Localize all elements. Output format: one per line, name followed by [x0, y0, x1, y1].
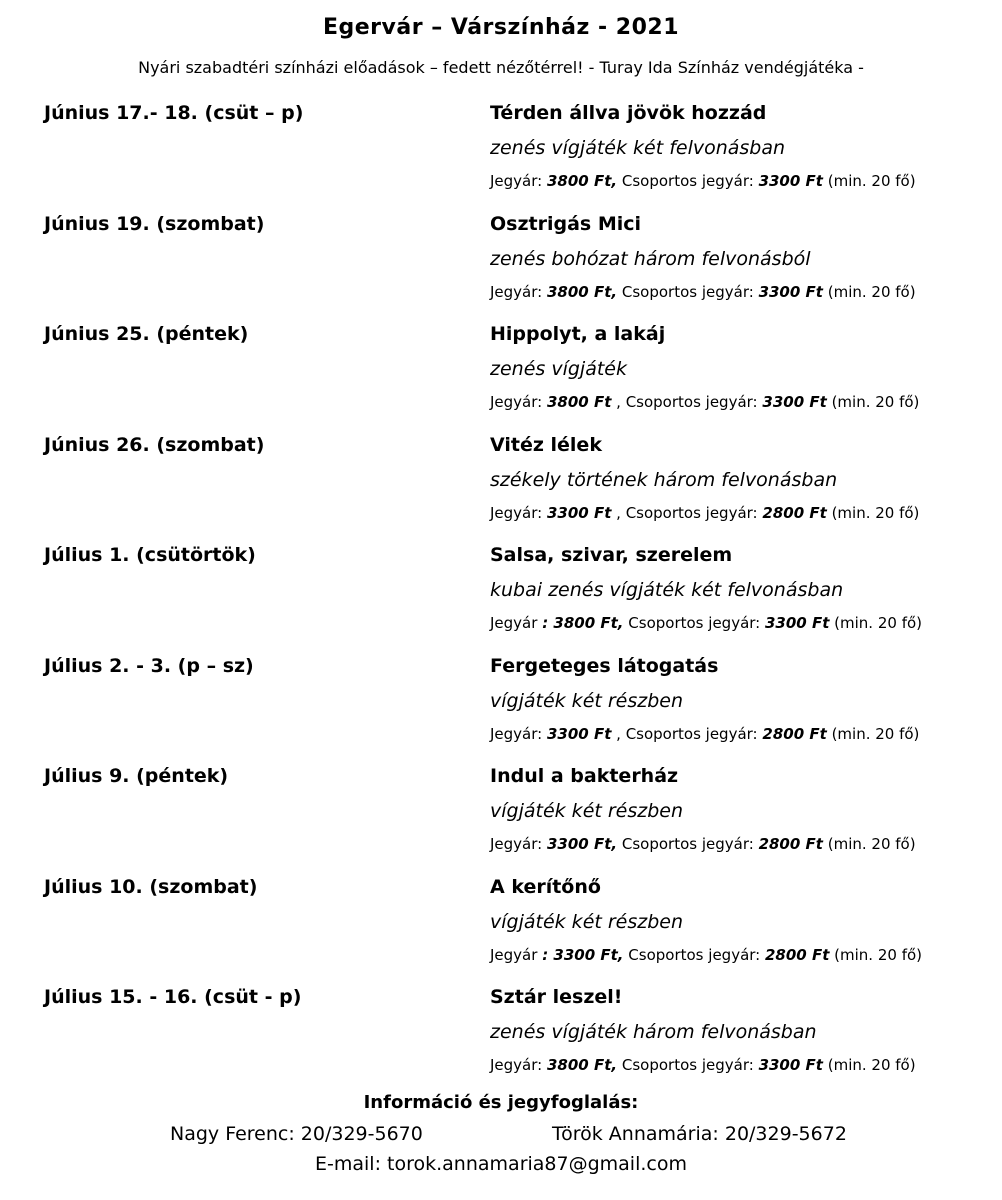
email-address[interactable]: torok.annamaria87@gmail.com	[387, 1153, 687, 1175]
event-prices	[490, 614, 922, 632]
group-minimum-note: (min. 20 fő)	[831, 393, 920, 411]
event-prices	[490, 172, 916, 190]
event-date: Június 26. (szombat)	[44, 433, 265, 456]
event-row	[0, 102, 1002, 213]
event-genre: vígjáték két részben	[490, 910, 684, 933]
event-row	[0, 544, 1002, 655]
event-date: Június 19. (szombat)	[44, 212, 265, 235]
event-date: Július 1. (csütörtök)	[44, 544, 256, 566]
group-price-label: Csoportos jegyár:	[621, 282, 754, 301]
price-label: Jegyár:	[490, 503, 543, 522]
event-row	[0, 323, 1002, 434]
price-label: Jegyár:	[490, 172, 543, 190]
price-label: Jegyár:	[490, 282, 543, 301]
group-ticket-price: 3300 Ft	[762, 393, 827, 411]
ticket-price: 3300 Ft	[546, 503, 612, 522]
group-price-label: Csoportos jegyár:	[621, 172, 754, 190]
group-minimum-note: (min. 20 fő)	[827, 1056, 916, 1074]
ticket-price: : 3800 Ft,	[542, 614, 624, 632]
event-genre: zenés vígjáték két felvonásban	[490, 137, 786, 159]
event-date: Június 25. (péntek)	[44, 323, 249, 345]
event-genre: zenés vígjáték három felvonásban	[490, 1021, 817, 1043]
event-genre: vígjáték két részben	[490, 689, 684, 712]
price-label: Jegyár:	[490, 724, 543, 743]
page-subtitle: Nyári szabadtéri színházi előadások – fedett nézőtérrel! - Turay Ida Színház vendégjátéka -	[138, 58, 864, 77]
ticket-price: 3800 Ft,	[546, 1056, 618, 1074]
group-minimum-note: (min. 20 fő)	[834, 614, 923, 632]
price-label: Jegyár:	[490, 1056, 543, 1074]
group-price-label: Csoportos jegyár:	[628, 945, 761, 964]
ticket-price: 3800 Ft,	[546, 172, 618, 190]
contact-nagy-ferenc: Nagy Ferenc: 20/329-5670	[170, 1123, 423, 1145]
event-prices	[490, 725, 919, 743]
group-ticket-price: 3300 Ft	[758, 282, 823, 301]
event-date: Július 10. (szombat)	[44, 875, 258, 898]
event-date: Július 2. - 3. (p – sz)	[44, 654, 254, 677]
event-row	[0, 765, 1002, 876]
event-prices	[490, 504, 919, 522]
group-minimum-note: (min. 20 fő)	[827, 835, 916, 853]
event-prices	[490, 393, 919, 411]
group-price-label: Csoportos jegyár:	[621, 1056, 754, 1074]
event-row	[0, 655, 1002, 766]
event-genre: zenés vígjáték	[490, 358, 627, 380]
email-line	[0, 1153, 1002, 1175]
group-price-label: Csoportos jegyár:	[628, 614, 761, 632]
event-genre: zenés bohózat három felvonásból	[490, 247, 811, 270]
group-ticket-price: 3300 Ft	[758, 1056, 823, 1074]
page-title: Egervár – Várszínház - 2021	[322, 15, 679, 40]
event-schedule	[0, 102, 1002, 1097]
ticket-price: 3300 Ft	[546, 724, 612, 743]
event-genre: székely történek három felvonásban	[490, 468, 838, 491]
group-ticket-price: 2800 Ft	[762, 724, 827, 743]
group-minimum-note: (min. 20 fő)	[827, 172, 916, 190]
ticket-price: 3800 Ft	[546, 393, 612, 411]
ticket-price: 3800 Ft,	[546, 282, 618, 301]
event-date: Július 15. - 16. (csüt - p)	[44, 986, 302, 1008]
event-title: Salsa, szivar, szerelem	[490, 544, 733, 566]
event-row	[0, 434, 1002, 545]
price-label: Jegyár:	[490, 835, 543, 853]
group-minimum-note: (min. 20 fő)	[831, 503, 920, 522]
group-ticket-price: 2800 Ft	[765, 945, 830, 964]
group-ticket-price: 3300 Ft	[758, 172, 823, 190]
event-title: Térden állva jövök hozzád	[490, 102, 767, 124]
event-row	[0, 876, 1002, 987]
event-prices	[490, 946, 922, 964]
group-ticket-price: 2800 Ft	[758, 835, 823, 853]
event-title: Indul a bakterház	[490, 765, 679, 787]
event-genre: kubai zenés vígjáték két felvonásban	[490, 579, 844, 601]
event-title: Fergeteges látogatás	[490, 654, 719, 677]
group-minimum-note: (min. 20 fő)	[827, 282, 916, 301]
group-price-label: Csoportos jegyár:	[621, 835, 754, 853]
event-title: Hippolyt, a lakáj	[490, 323, 666, 345]
event-title: Vitéz lélek	[490, 433, 602, 456]
contact-torok-annamaria: Török Annamária: 20/329-5672	[552, 1123, 847, 1145]
info-heading: Információ és jegyfoglalás:	[363, 1092, 639, 1113]
event-title: Sztár leszel!	[490, 986, 623, 1008]
price-label: Jegyár:	[490, 393, 543, 411]
event-genre: vígjáték két részben	[490, 800, 684, 822]
email-label: E-mail:	[315, 1153, 381, 1175]
event-title: Osztrigás Mici	[490, 212, 642, 235]
price-label: Jegyár	[490, 614, 538, 632]
ticket-price: 3300 Ft,	[546, 835, 618, 853]
event-row	[0, 213, 1002, 324]
group-ticket-price: 3300 Ft	[765, 614, 830, 632]
group-minimum-note: (min. 20 fő)	[831, 724, 920, 743]
event-date: Június 17.- 18. (csüt – p)	[44, 102, 304, 124]
group-minimum-note: (min. 20 fő)	[834, 945, 923, 964]
event-date: Július 9. (péntek)	[44, 765, 229, 787]
ticket-price: : 3300 Ft,	[542, 945, 624, 964]
event-prices	[490, 283, 916, 301]
group-price-label: , Csoportos jegyár:	[616, 393, 758, 411]
event-title: A kerítőnő	[490, 875, 601, 898]
group-price-label: , Csoportos jegyár:	[616, 724, 758, 743]
event-row	[0, 986, 1002, 1097]
group-price-label: , Csoportos jegyár:	[616, 503, 758, 522]
event-prices	[490, 1056, 916, 1074]
event-prices	[490, 835, 916, 853]
group-ticket-price: 2800 Ft	[762, 503, 827, 522]
price-label: Jegyár	[490, 945, 538, 964]
